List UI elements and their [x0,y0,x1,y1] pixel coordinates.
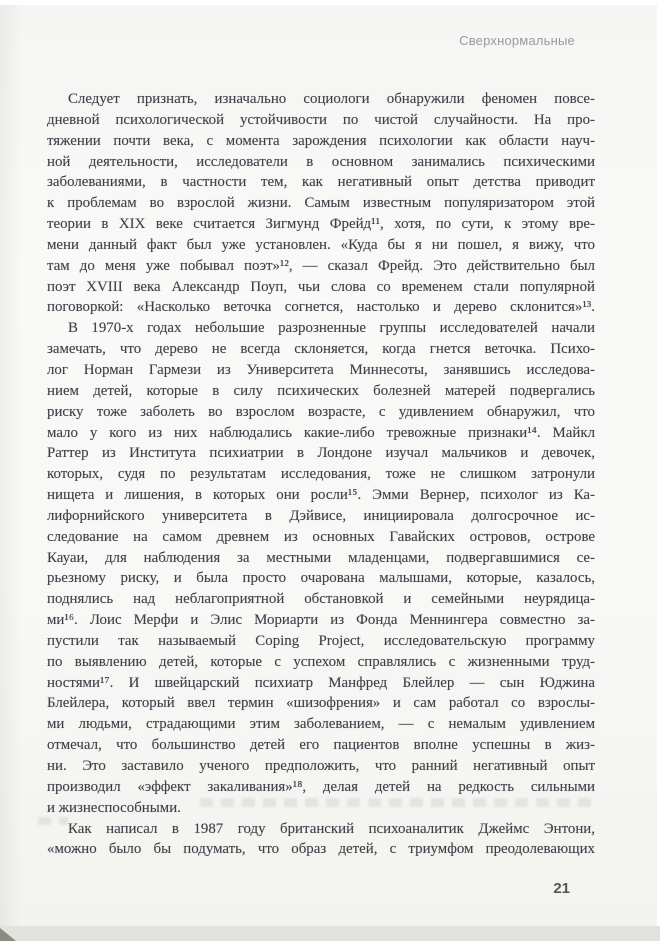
text-line: Как написал в 1987 году британский психоаналитик Джеймс Энтони, [68,820,595,837]
text-line: лифорнийского университета в Дэйвисе, инициировала долгосрочное ис- [47,507,595,524]
text-line: «можно было бы подумать, что образ детей, с триумфом преодолевающих [47,841,595,858]
text-line: и жизнеспособными. [47,799,181,816]
show-through-text [38,817,68,825]
text-line: мени данный факт был уже установлен. «Куда бы я ни пошел, я вижу, что [47,236,595,253]
text-line: к проблемам во взрослой жизни. Самым известным популяризатором этой [47,195,595,212]
corner-shadow [0,928,16,941]
text-line: рьезному риску, и была просто очарована малышами, которые, казалось, [47,570,595,587]
text-line: нищета и лишения, в которых они росли¹⁵. Эмми Вернер, психолог из Ка- [47,487,595,504]
page-bottom-edge [0,926,660,941]
text-line: поднялись над неблагоприятной обстановкой и семейными неурядица- [47,591,595,608]
running-header: Сверхнормальные [459,33,575,48]
text-line: по выявлению детей, которые с успехом справлялись с жизненными труд- [47,653,595,670]
text-line: производил «эффект закаливания»¹⁸, делая детей на редкость сильными [47,778,595,795]
text-line: замечать, что дерево не всегда склоняется, когда гнется веточка. Психо- [47,341,595,358]
text-line: поговоркой: «Насколько веточка согнется, настолько и дерево склонится»¹³. [47,299,595,316]
text-line: Кауаи, для наблюдения за местными младенцами, подвергавшимися се- [47,549,595,566]
text-line: тяжении почти века, с момента зарождения психологии как области науч- [47,132,595,149]
text-line: теории в XIX веке считается Зигмунд Фрейд¹¹, хотя, по сути, к этому вре- [47,216,595,233]
text-line: риску тоже заболеть во взрослом возрасте, с удивлением обнаружил, что [47,403,595,420]
book-page [0,5,657,941]
text-line: заболеваниями, в частности тем, как негативный опыт детства приводит [47,174,595,191]
text-line: ной деятельности, исследователи в основном занимались психическими [47,153,595,170]
text-line: отмечал, что большинство детей его пациентов вполне успешны в жиз- [47,737,595,754]
text-line: ми¹⁶. Лоис Мерфи и Элис Мориарти из Фонда Меннингера совместно за- [47,612,595,629]
text-line: дневной психологической устойчивости по чистой случайности. На про- [47,111,595,128]
text-line: Блейлера, который ввел термин «шизофрения» и сам работал со взрослы- [47,695,595,712]
text-line: ни. Это заставило ученого предположить, что ранний негативный опыт [47,758,595,774]
text-line: следование на самом древнем из основных Гавайских островов, острове [47,528,595,545]
text-line: которых, судя по результатам исследования, тоже не слишком затронули [47,466,595,483]
text-line: пустили так называемый Coping Project, исследовательскую программу [47,632,595,649]
page-body-text [47,89,595,860]
text-line: лог Норман Гармези из Университета Миннесоты, занявшись исследова- [47,361,595,378]
show-through-text [200,798,596,807]
text-line: нием детей, которые в силу психических болезней матерей подвергались [47,382,595,399]
text-line: там до меня уже побывал поэт»¹², — сказал Фрейд. Это действительно был [47,257,595,274]
text-line: мало у кого из них наблюдались какие-либо тревожные признаки¹⁴. Майкл [47,424,595,441]
text-line: ми людьми, страдающими этим заболеванием, — с немалым удивлением [47,716,595,733]
text-line: поэт XVIII века Александр Поуп, чьи слова со временем стали популярной [47,278,595,295]
text-line: Следует признать, изначально социологи обнаружили феномен повсе- [68,91,595,107]
text-line: В 1970-х годах небольшие разрозненные группы исследователей начали [68,320,595,337]
text-line: Раттер из Института психиатрии в Лондоне изучал мальчиков и девочек, [47,445,595,462]
text-line: ностями¹⁷. И швейцарский психиатр Манфред Блейлер — сын Юджина [47,674,595,691]
page-number: 21 [553,880,570,897]
